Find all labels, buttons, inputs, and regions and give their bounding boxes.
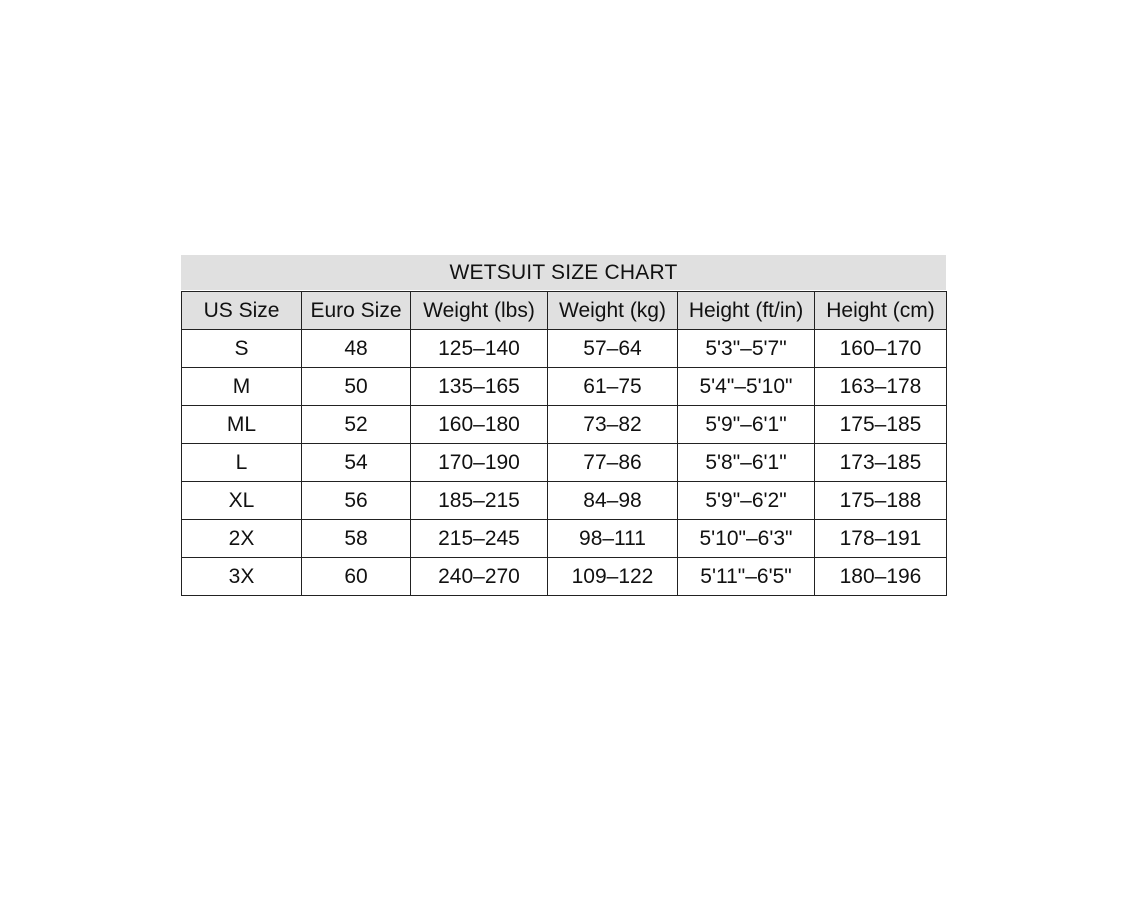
cell-height-cm: 175–188: [815, 482, 947, 520]
column-header-height-cm: Height (cm): [815, 292, 947, 330]
cell-height-ft-in: 5'9"–6'2": [678, 482, 815, 520]
cell-weight-kg: 73–82: [548, 406, 678, 444]
table-header: [182, 292, 947, 330]
cell-height-cm: 180–196: [815, 558, 947, 596]
cell-height-cm: 178–191: [815, 520, 947, 558]
cell-us-size: ML: [182, 406, 302, 444]
table-row: [182, 330, 947, 368]
cell-euro-size: 48: [302, 330, 411, 368]
size-table: [181, 291, 947, 596]
cell-height-ft-in: 5'4"–5'10": [678, 368, 815, 406]
cell-euro-size: 56: [302, 482, 411, 520]
cell-weight-lbs: 185–215: [411, 482, 548, 520]
chart-title: WETSUIT SIZE CHART: [181, 255, 946, 290]
cell-height-cm: 160–170: [815, 330, 947, 368]
cell-weight-kg: 109–122: [548, 558, 678, 596]
cell-weight-kg: 77–86: [548, 444, 678, 482]
cell-us-size: 3X: [182, 558, 302, 596]
column-header-weight-lbs: Weight (lbs): [411, 292, 548, 330]
cell-weight-lbs: 215–245: [411, 520, 548, 558]
cell-weight-lbs: 125–140: [411, 330, 548, 368]
cell-weight-lbs: 135–165: [411, 368, 548, 406]
table-row: [182, 558, 947, 596]
cell-height-cm: 175–185: [815, 406, 947, 444]
cell-weight-lbs: 170–190: [411, 444, 548, 482]
cell-us-size: S: [182, 330, 302, 368]
cell-us-size: 2X: [182, 520, 302, 558]
cell-euro-size: 50: [302, 368, 411, 406]
cell-weight-lbs: 240–270: [411, 558, 548, 596]
cell-weight-kg: 98–111: [548, 520, 678, 558]
cell-height-ft-in: 5'11"–6'5": [678, 558, 815, 596]
cell-euro-size: 52: [302, 406, 411, 444]
size-chart: [181, 255, 946, 596]
column-header-us-size: US Size: [182, 292, 302, 330]
cell-weight-kg: 61–75: [548, 368, 678, 406]
table-row: [182, 444, 947, 482]
cell-us-size: M: [182, 368, 302, 406]
cell-euro-size: 58: [302, 520, 411, 558]
cell-height-ft-in: 5'10"–6'3": [678, 520, 815, 558]
cell-weight-kg: 84–98: [548, 482, 678, 520]
table-row: [182, 368, 947, 406]
table-row: [182, 520, 947, 558]
cell-us-size: L: [182, 444, 302, 482]
cell-height-ft-in: 5'8"–6'1": [678, 444, 815, 482]
column-header-euro-size: Euro Size: [302, 292, 411, 330]
table-body: [182, 330, 947, 596]
cell-weight-lbs: 160–180: [411, 406, 548, 444]
header-row: [182, 292, 947, 330]
cell-height-cm: 163–178: [815, 368, 947, 406]
cell-euro-size: 60: [302, 558, 411, 596]
cell-height-ft-in: 5'3"–5'7": [678, 330, 815, 368]
cell-height-cm: 173–185: [815, 444, 947, 482]
cell-us-size: XL: [182, 482, 302, 520]
column-header-weight-kg: Weight (kg): [548, 292, 678, 330]
cell-height-ft-in: 5'9"–6'1": [678, 406, 815, 444]
cell-weight-kg: 57–64: [548, 330, 678, 368]
table-row: [182, 406, 947, 444]
cell-euro-size: 54: [302, 444, 411, 482]
column-header-height-ft-in: Height (ft/in): [678, 292, 815, 330]
table-row: [182, 482, 947, 520]
